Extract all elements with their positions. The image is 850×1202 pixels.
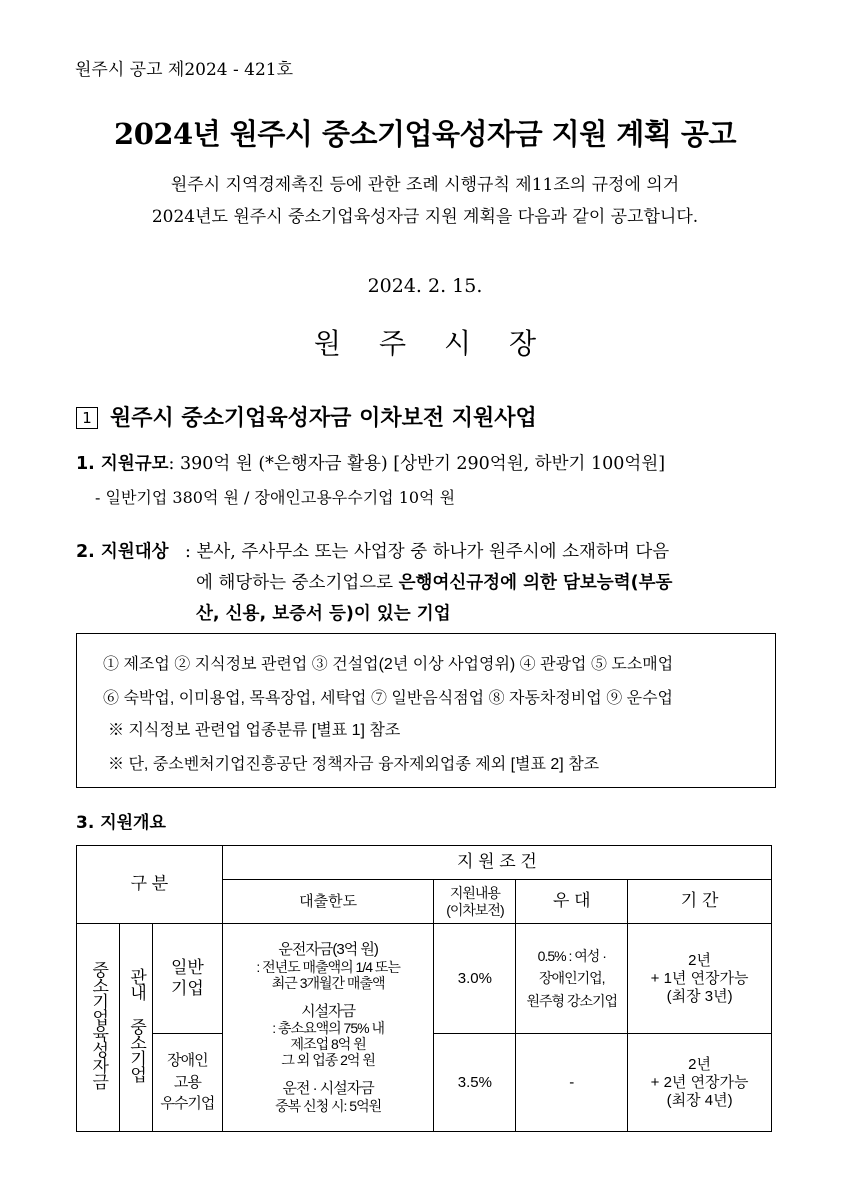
row-general-period: 2년 + 1년 연장가능 (최장 3년) [628, 924, 772, 1034]
row-disabled-period: 2년 + 2년 연장가능 (최장 4년) [628, 1034, 772, 1132]
support-target-line-3: 산, 신용, 보증서 등)이 있는 기업 [196, 604, 451, 624]
header-category: 구 분 [77, 846, 223, 924]
intro-line-2: 2024년도 원주시 중소기업육성자금 지원 계획을 다음과 같이 공고합니다. [151, 207, 699, 227]
support-table [76, 845, 772, 1132]
industry-note-2: ※ 단, 중소벤처기업진흥공단 정책자금 융자제외업종 제외 [별표 2] 참조 [108, 756, 600, 773]
intro-line-1: 원주시 지역경제촉진 등에 관한 조례 시행규칙 제11조의 규정에 의거 [170, 175, 680, 195]
support-scale-label: 1. 지원규모 [76, 454, 169, 474]
header-support: 지원내용 (이차보전) [434, 880, 516, 924]
section-heading [76, 401, 537, 432]
support-target-line-1: : 본사, 주사무소 또는 사업장 중 하나가 원주시에 소재하며 다음 [185, 542, 670, 562]
header-preference: 우 대 [516, 880, 628, 924]
section-title: 원주시 중소기업육성자금 이차보전 지원사업 [110, 406, 537, 431]
loan-limit-cell: 운전자금(3억 원) : 전년도 매출액의 1/4 또는 최근 3개월간 매출액 시설자금 : 총소요액의 75% 내 제조업 8억 원 그 외 업종 2억 원 운전 · 시설자금 중복 신청 시: 5억원 [222, 924, 434, 1132]
industry-note-1: ※ 지식정보 관련업 업종분류 [별표 1] 참조 [108, 722, 401, 739]
notice-date: 2024. 2. 15. [367, 275, 483, 297]
header-period: 기 간 [628, 880, 772, 924]
header-conditions: 지 원 조 건 [222, 846, 771, 880]
support-scale [76, 450, 665, 475]
support-scale-text: : 390억 원 (*은행자금 활용) [상반기 290억원, 하반기 100억원] [168, 454, 666, 474]
header-limit: 대출한도 [222, 880, 434, 924]
industry-line-1: ① 제조업 ② 지식정보 관련업 ③ 건설업(2년 이상 사업영위) ④ 관광업 ⑤ 도소매업 [103, 656, 674, 673]
row-disabled-preference: - [516, 1034, 628, 1132]
notice-number: 원주시 공고 제2024 - 421호 [75, 60, 294, 80]
local-sme-label: 관내 중소기업 [119, 924, 152, 1132]
row-disabled-type: 장애인 고용 우수기업 [152, 1034, 222, 1132]
page-title: 2024년 원주시 중소기업육성자금 지원 계획 공고 [114, 117, 736, 151]
row-general-rate: 3.0% [434, 924, 516, 1034]
support-target-line-2: 에 해당하는 중소기업으로 은행여신규정에 의한 담보능력(부동 [196, 573, 673, 593]
support-scale-sub: - 일반기업 380억 원 / 장애인고용우수기업 10억 원 [95, 488, 456, 507]
row-disabled-rate: 3.5% [434, 1034, 516, 1132]
section-number: 1 [76, 407, 98, 429]
issuer: 원주시장 [313, 327, 575, 360]
fund-label: 중소기업육성자금 [77, 924, 120, 1132]
industry-line-2: ⑥ 숙박업, 이미용업, 목욕장업, 세탁업 ⑦ 일반음식점업 ⑧ 자동차정비업 ⑨ 운수업 [103, 690, 674, 707]
support-target-label: 2. 지원대상 [76, 542, 169, 562]
row-general-type: 일반 기업 [152, 924, 222, 1034]
support-overview-heading: 3. 지원개요 [76, 813, 166, 833]
row-general-preference: 0.5% : 여성 · 장애인기업, 원주형 강소기업 [516, 924, 628, 1034]
